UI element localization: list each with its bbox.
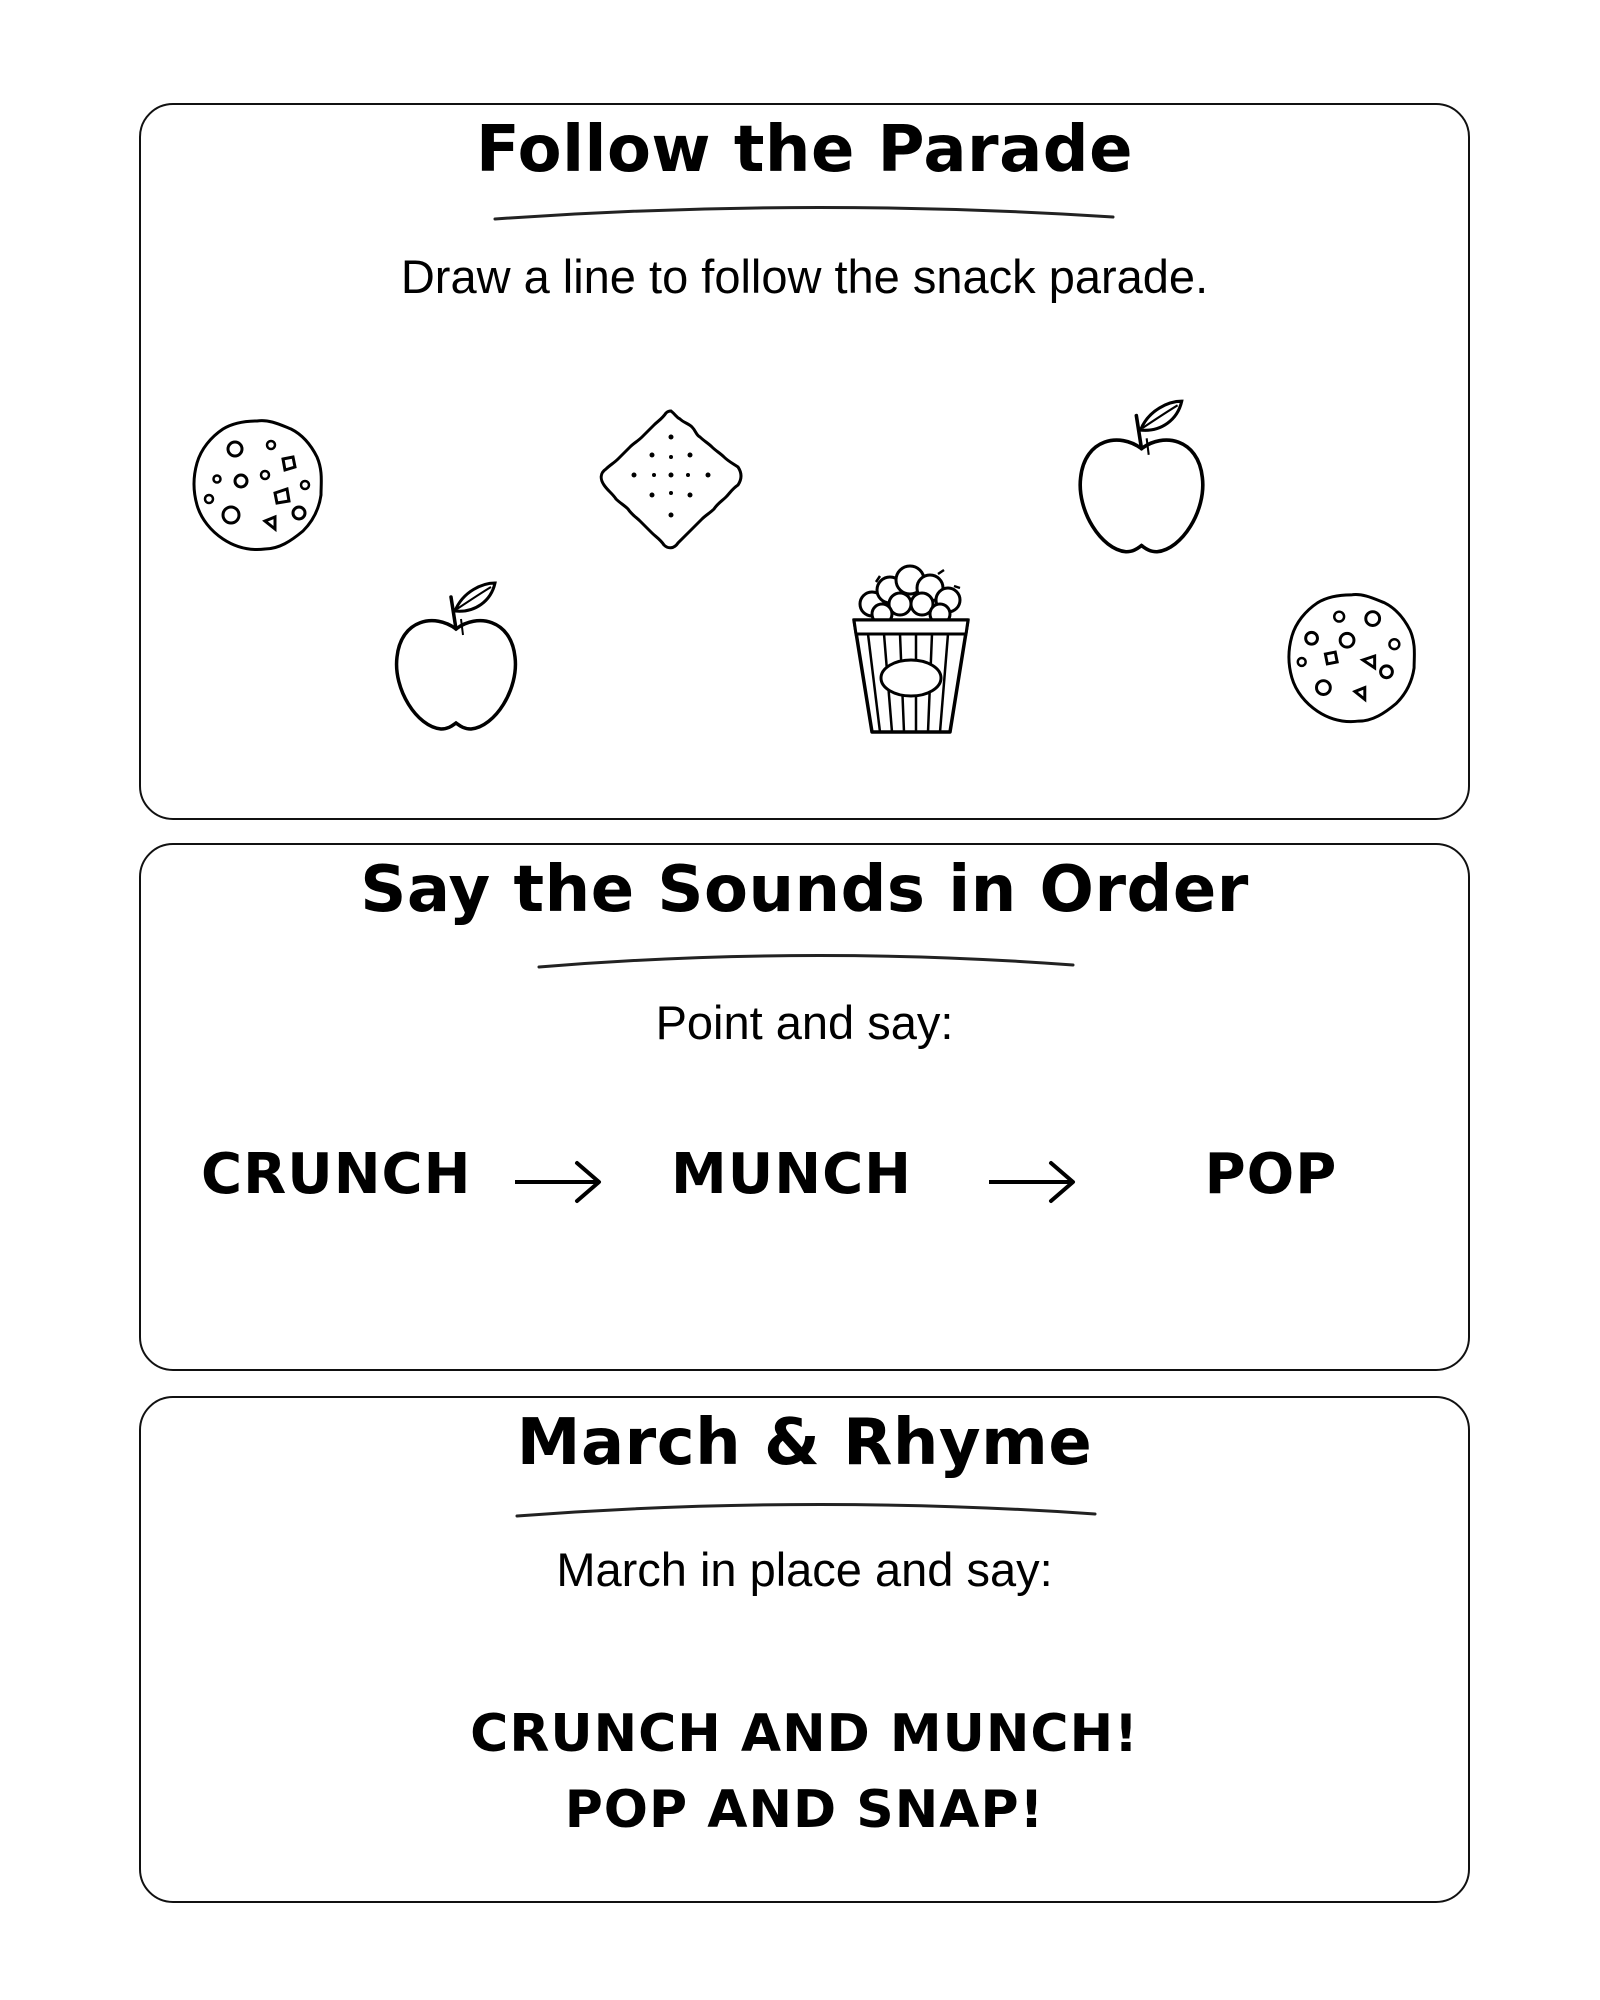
apple-icon xyxy=(391,577,521,737)
rhyme-line: CRUNCH AND MUNCH! xyxy=(470,1704,1139,1764)
sound-word-crunch: CRUNCH xyxy=(201,1142,472,1207)
title-underline xyxy=(515,1494,1099,1524)
sound-word-munch: MUNCH xyxy=(671,1142,913,1207)
say-the-sounds-card xyxy=(139,843,1470,1371)
title-underline xyxy=(493,197,1117,227)
section-instruction: Draw a line to follow the snack parade. xyxy=(400,250,1209,303)
cookie-icon xyxy=(1282,589,1420,727)
section-title: Say the Sounds in Order xyxy=(360,853,1249,927)
apple-icon xyxy=(1074,395,1209,560)
sound-word-pop: POP xyxy=(1204,1142,1338,1207)
section-instruction: March in place and say: xyxy=(556,1543,1053,1596)
section-title: Follow the Parade xyxy=(475,113,1134,187)
arrow-right-icon xyxy=(513,1157,603,1207)
march-and-rhyme-card xyxy=(139,1396,1470,1903)
arrow-right-icon xyxy=(987,1157,1077,1207)
cookie-icon xyxy=(187,415,327,555)
follow-the-parade-card xyxy=(139,103,1470,820)
section-title: March & Rhyme xyxy=(516,1406,1093,1480)
rhyme-line: POP AND SNAP! xyxy=(564,1780,1045,1840)
title-underline xyxy=(537,945,1077,975)
section-instruction: Point and say: xyxy=(655,996,954,1049)
popcorn-icon xyxy=(846,560,976,740)
cracker-icon xyxy=(596,405,746,555)
